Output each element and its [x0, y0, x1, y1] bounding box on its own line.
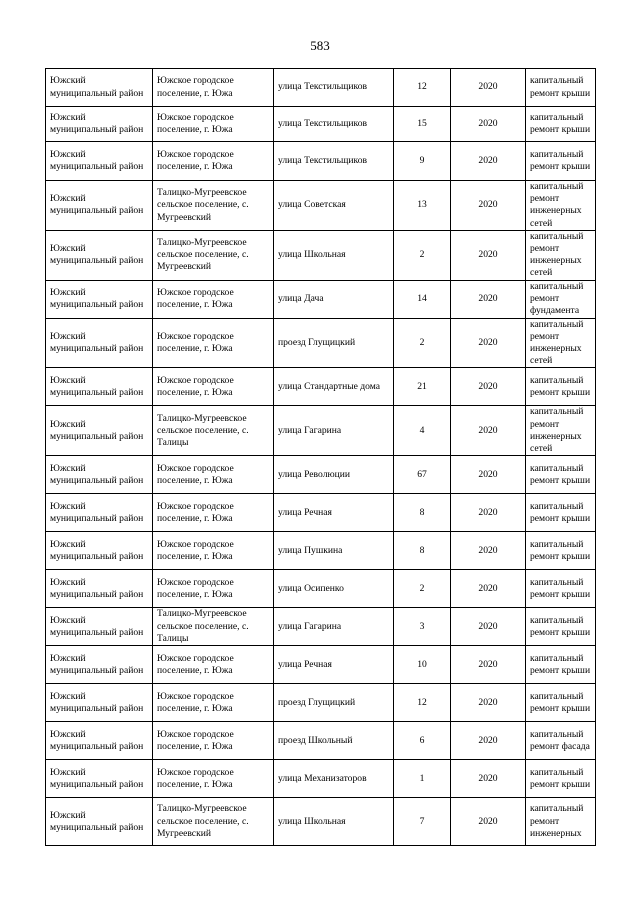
- street-cell: проезд Школьный: [274, 722, 394, 760]
- year-cell: 2020: [451, 646, 526, 684]
- table-row: [46, 406, 596, 456]
- house-number-cell: 4: [394, 406, 451, 456]
- street-cell: улица Механизаторов: [274, 760, 394, 798]
- district-cell: Южский муниципальный район: [46, 798, 153, 846]
- house-number-cell: 13: [394, 181, 451, 231]
- district-cell: Южский муниципальный район: [46, 722, 153, 760]
- house-number-cell: 1: [394, 760, 451, 798]
- district-cell: Южский муниципальный район: [46, 684, 153, 722]
- work-type-cell: капитальный ремонт инженерных сетей: [526, 406, 596, 456]
- table-row: [46, 69, 596, 107]
- work-type-cell: капитальный ремонт инженерных сетей: [526, 181, 596, 231]
- year-cell: 2020: [451, 406, 526, 456]
- street-cell: улица Революции: [274, 456, 394, 494]
- table-row: [46, 230, 596, 280]
- district-cell: Южский муниципальный район: [46, 69, 153, 107]
- work-type-cell: капитальный ремонт крыши: [526, 608, 596, 646]
- settlement-cell: Южское городское поселение, г. Южа: [153, 722, 274, 760]
- page-number: 583: [310, 38, 330, 53]
- settlement-cell: Южское городское поселение, г. Южа: [153, 646, 274, 684]
- settlement-cell: Талицко-Мугреевское сельское поселение, с. Талицы: [153, 406, 274, 456]
- house-number-cell: 9: [394, 142, 451, 181]
- year-cell: 2020: [451, 368, 526, 406]
- year-cell: 2020: [451, 181, 526, 231]
- street-cell: улица Советская: [274, 181, 394, 231]
- work-type-cell: капитальный ремонт инженерных: [526, 798, 596, 846]
- work-type-cell: капитальный ремонт фундамента: [526, 280, 596, 318]
- year-cell: 2020: [451, 722, 526, 760]
- street-cell: улица Осипенко: [274, 570, 394, 608]
- house-number-cell: 67: [394, 456, 451, 494]
- street-cell: улица Гагарина: [274, 608, 394, 646]
- work-type-cell: капитальный ремонт крыши: [526, 107, 596, 142]
- street-cell: улица Текстильщиков: [274, 69, 394, 107]
- street-cell: улица Речная: [274, 646, 394, 684]
- house-number-cell: 7: [394, 798, 451, 846]
- work-type-cell: капитальный ремонт крыши: [526, 368, 596, 406]
- street-cell: улица Дача: [274, 280, 394, 318]
- settlement-cell: Южское городское поселение, г. Южа: [153, 142, 274, 181]
- work-type-cell: капитальный ремонт крыши: [526, 760, 596, 798]
- house-number-cell: 2: [394, 570, 451, 608]
- table-row: [46, 646, 596, 684]
- district-cell: Южский муниципальный район: [46, 368, 153, 406]
- table-row: [46, 798, 596, 846]
- year-cell: 2020: [451, 107, 526, 142]
- street-cell: улица Речная: [274, 494, 394, 532]
- house-number-cell: 8: [394, 532, 451, 570]
- year-cell: 2020: [451, 494, 526, 532]
- district-cell: Южский муниципальный район: [46, 570, 153, 608]
- settlement-cell: Южское городское поселение, г. Южа: [153, 280, 274, 318]
- street-cell: улица Текстильщиков: [274, 107, 394, 142]
- district-cell: Южский муниципальный район: [46, 142, 153, 181]
- table-row: [46, 684, 596, 722]
- house-number-cell: 12: [394, 684, 451, 722]
- house-number-cell: 15: [394, 107, 451, 142]
- settlement-cell: Талицко-Мугреевское сельское поселение, с. Мугреевский: [153, 798, 274, 846]
- year-cell: 2020: [451, 760, 526, 798]
- table-row: [46, 722, 596, 760]
- settlement-cell: Талицко-Мугреевское сельское поселение, с. Талицы: [153, 608, 274, 646]
- street-cell: проезд Глущицкий: [274, 684, 394, 722]
- year-cell: 2020: [451, 280, 526, 318]
- work-type-cell: капитальный ремонт инженерных сетей: [526, 318, 596, 368]
- district-cell: Южский муниципальный район: [46, 532, 153, 570]
- district-cell: Южский муниципальный район: [46, 230, 153, 280]
- district-cell: Южский муниципальный район: [46, 494, 153, 532]
- street-cell: улица Школьная: [274, 230, 394, 280]
- work-type-cell: капитальный ремонт крыши: [526, 532, 596, 570]
- street-cell: проезд Глущицкий: [274, 318, 394, 368]
- settlement-cell: Южское городское поселение, г. Южа: [153, 684, 274, 722]
- table-row: [46, 494, 596, 532]
- house-number-cell: 14: [394, 280, 451, 318]
- district-cell: Южский муниципальный район: [46, 608, 153, 646]
- work-type-cell: капитальный ремонт крыши: [526, 142, 596, 181]
- street-cell: улица Гагарина: [274, 406, 394, 456]
- table-row: [46, 532, 596, 570]
- table-row: [46, 318, 596, 368]
- year-cell: 2020: [451, 142, 526, 181]
- house-number-cell: 2: [394, 230, 451, 280]
- settlement-cell: Южское городское поселение, г. Южа: [153, 570, 274, 608]
- street-cell: улица Школьная: [274, 798, 394, 846]
- settlement-cell: Южское городское поселение, г. Южа: [153, 318, 274, 368]
- work-type-cell: капитальный ремонт крыши: [526, 69, 596, 107]
- district-cell: Южский муниципальный район: [46, 280, 153, 318]
- table-row: [46, 368, 596, 406]
- work-type-cell: капитальный ремонт крыши: [526, 646, 596, 684]
- housing-repair-table: [45, 68, 596, 846]
- table-row: [46, 181, 596, 231]
- settlement-cell: Талицко-Мугреевское сельское поселение, с. Мугреевский: [153, 181, 274, 231]
- work-type-cell: капитальный ремонт инженерных сетей: [526, 230, 596, 280]
- district-cell: Южский муниципальный район: [46, 181, 153, 231]
- year-cell: 2020: [451, 798, 526, 846]
- settlement-cell: Южское городское поселение, г. Южа: [153, 494, 274, 532]
- house-number-cell: 12: [394, 69, 451, 107]
- work-type-cell: капитальный ремонт крыши: [526, 570, 596, 608]
- table-row: [46, 760, 596, 798]
- settlement-cell: Южское городское поселение, г. Южа: [153, 532, 274, 570]
- table-row: [46, 570, 596, 608]
- house-number-cell: 6: [394, 722, 451, 760]
- district-cell: Южский муниципальный район: [46, 406, 153, 456]
- street-cell: улица Текстильщиков: [274, 142, 394, 181]
- work-type-cell: капитальный ремонт крыши: [526, 494, 596, 532]
- year-cell: 2020: [451, 69, 526, 107]
- district-cell: Южский муниципальный район: [46, 318, 153, 368]
- year-cell: 2020: [451, 570, 526, 608]
- street-cell: улица Пушкина: [274, 532, 394, 570]
- year-cell: 2020: [451, 532, 526, 570]
- district-cell: Южский муниципальный район: [46, 646, 153, 684]
- house-number-cell: 8: [394, 494, 451, 532]
- table-row: [46, 142, 596, 181]
- table-row: [46, 608, 596, 646]
- house-number-cell: 3: [394, 608, 451, 646]
- house-number-cell: 2: [394, 318, 451, 368]
- table-row: [46, 280, 596, 318]
- year-cell: 2020: [451, 230, 526, 280]
- settlement-cell: Южское городское поселение, г. Южа: [153, 760, 274, 798]
- table-row: [46, 456, 596, 494]
- settlement-cell: Талицко-Мугреевское сельское поселение, с. Мугреевский: [153, 230, 274, 280]
- year-cell: 2020: [451, 684, 526, 722]
- settlement-cell: Южское городское поселение, г. Южа: [153, 107, 274, 142]
- year-cell: 2020: [451, 456, 526, 494]
- table-row: [46, 107, 596, 142]
- district-cell: Южский муниципальный район: [46, 760, 153, 798]
- work-type-cell: капитальный ремонт крыши: [526, 456, 596, 494]
- work-type-cell: капитальный ремонт крыши: [526, 684, 596, 722]
- house-number-cell: 21: [394, 368, 451, 406]
- settlement-cell: Южское городское поселение, г. Южа: [153, 456, 274, 494]
- settlement-cell: Южское городское поселение, г. Южа: [153, 368, 274, 406]
- settlement-cell: Южское городское поселение, г. Южа: [153, 69, 274, 107]
- district-cell: Южский муниципальный район: [46, 456, 153, 494]
- year-cell: 2020: [451, 608, 526, 646]
- street-cell: улица Стандартные дома: [274, 368, 394, 406]
- work-type-cell: капитальный ремонт фасада: [526, 722, 596, 760]
- year-cell: 2020: [451, 318, 526, 368]
- house-number-cell: 10: [394, 646, 451, 684]
- district-cell: Южский муниципальный район: [46, 107, 153, 142]
